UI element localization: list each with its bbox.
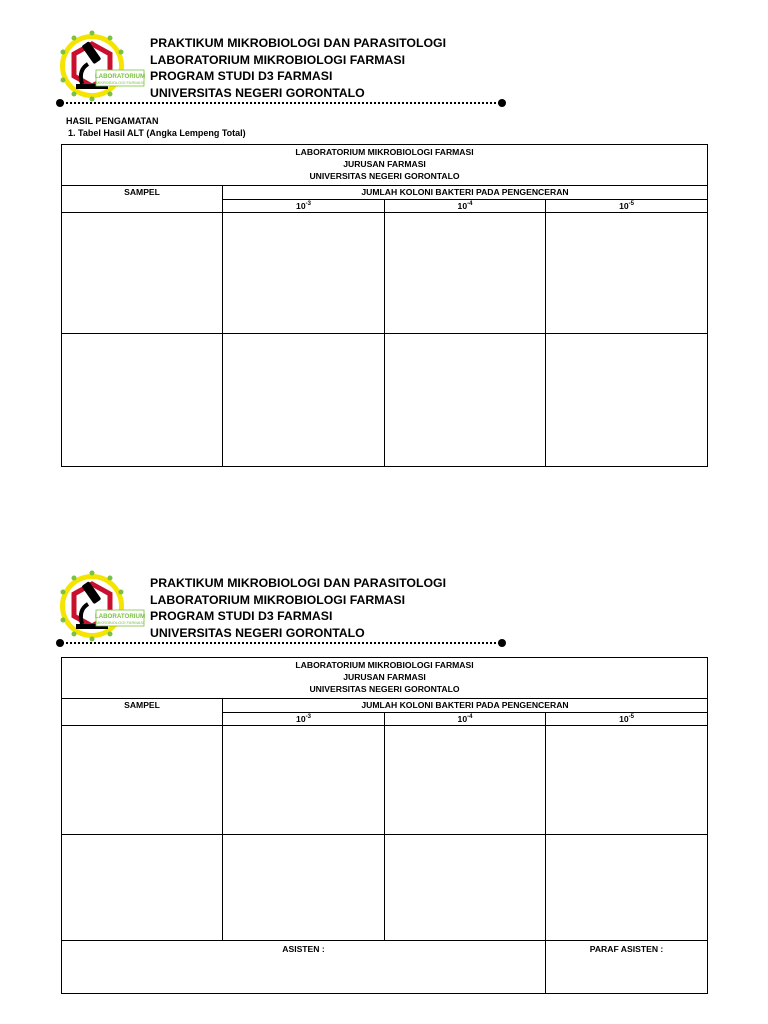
svg-text:MIKROBIOLOGI FARMASI: MIKROBIOLOGI FARMASI — [95, 620, 145, 625]
count-cell[interactable] — [385, 835, 546, 941]
count-cell[interactable] — [223, 334, 385, 467]
dilution-col-2: $10^{-4}$ — [385, 200, 546, 213]
sample-cell[interactable] — [62, 835, 223, 941]
count-cell[interactable] — [223, 835, 385, 941]
header-title: PRAKTIKUM MIKROBIOLOGI DAN PARASITOLOGI LABORATORIUM MIKROBIOLOGI FARMASI PROGRAM STUDI D3 FARMASI UNIVERSITAS NEGERI GORONTALO — [150, 36, 447, 100]
sample-header: SAMPEL — [62, 186, 223, 213]
count-cell[interactable] — [385, 213, 546, 334]
signature-label: PARAF ASISTEN : — [589, 944, 664, 954]
sample-cell[interactable] — [62, 213, 223, 334]
count-cell[interactable] — [546, 213, 708, 334]
section-heading: HASIL PENGAMATAN — [66, 116, 159, 126]
table-title: LABORATORIUM MIKROBIOLOGI FARMASI JURUSAN FARMASI UNIVERSITAS NEGERI GORONTALO — [62, 658, 708, 699]
dotted-divider — [58, 641, 504, 645]
table-row — [62, 726, 708, 835]
count-cell[interactable] — [223, 726, 385, 835]
dilution-col-1: $10^{-3}$ — [223, 200, 385, 213]
table-row — [62, 213, 708, 334]
assistant-label: ASISTEN : — [282, 944, 325, 954]
header-title: PRAKTIKUM MIKROBIOLOGI DAN PARASITOLOGI LABORATORIUM MIKROBIOLOGI FARMASI PROGRAM STUDI D3 FARMASI UNIVERSITAS NEGERI GORONTALO — [150, 576, 447, 640]
dilution-col-2: $10^{-4}$ — [385, 713, 546, 726]
sample-cell[interactable] — [62, 726, 223, 835]
count-cell[interactable] — [546, 835, 708, 941]
signature-field[interactable] — [546, 941, 708, 994]
sample-cell[interactable] — [62, 334, 223, 467]
assistant-field[interactable] — [62, 941, 546, 994]
dilution-col-1: $10^{-3}$ — [223, 713, 385, 726]
lab-logo-icon — [58, 30, 146, 102]
svg-text:MIKROBIOLOGI FARMASI: MIKROBIOLOGI FARMASI — [95, 80, 145, 85]
dilution-header: JUMLAH KOLONI BAKTERI PADA PENGENCERAN — [223, 186, 708, 200]
svg-text:LABORATORIUM: LABORATORIUM — [94, 73, 146, 80]
lab-logo-icon — [58, 570, 146, 642]
dilution-header: JUMLAH KOLONI BAKTERI PADA PENGENCERAN — [223, 699, 708, 713]
count-cell[interactable] — [546, 726, 708, 835]
count-cell[interactable] — [385, 334, 546, 467]
signature-row — [62, 941, 708, 994]
section-intro — [66, 115, 246, 139]
count-cell[interactable] — [223, 213, 385, 334]
list-item: 1. Tabel Hasil ALT (Angka Lempeng Total) — [68, 128, 246, 138]
sample-header: SAMPEL — [62, 699, 223, 726]
dotted-divider — [58, 101, 504, 105]
page-header — [58, 570, 508, 650]
dilution-col-3: $10^{-5}$ — [546, 200, 708, 213]
table-row — [62, 334, 708, 467]
alt-result-table — [61, 144, 708, 467]
count-cell[interactable] — [385, 726, 546, 835]
alt-result-table — [61, 657, 708, 994]
svg-text:LABORATORIUM: LABORATORIUM — [94, 613, 146, 620]
page-header — [58, 30, 508, 110]
count-cell[interactable] — [546, 334, 708, 467]
table-row — [62, 835, 708, 941]
dilution-col-3: $10^{-5}$ — [546, 713, 708, 726]
table-title: LABORATORIUM MIKROBIOLOGI FARMASI JURUSAN FARMASI UNIVERSITAS NEGERI GORONTALO — [62, 145, 708, 186]
